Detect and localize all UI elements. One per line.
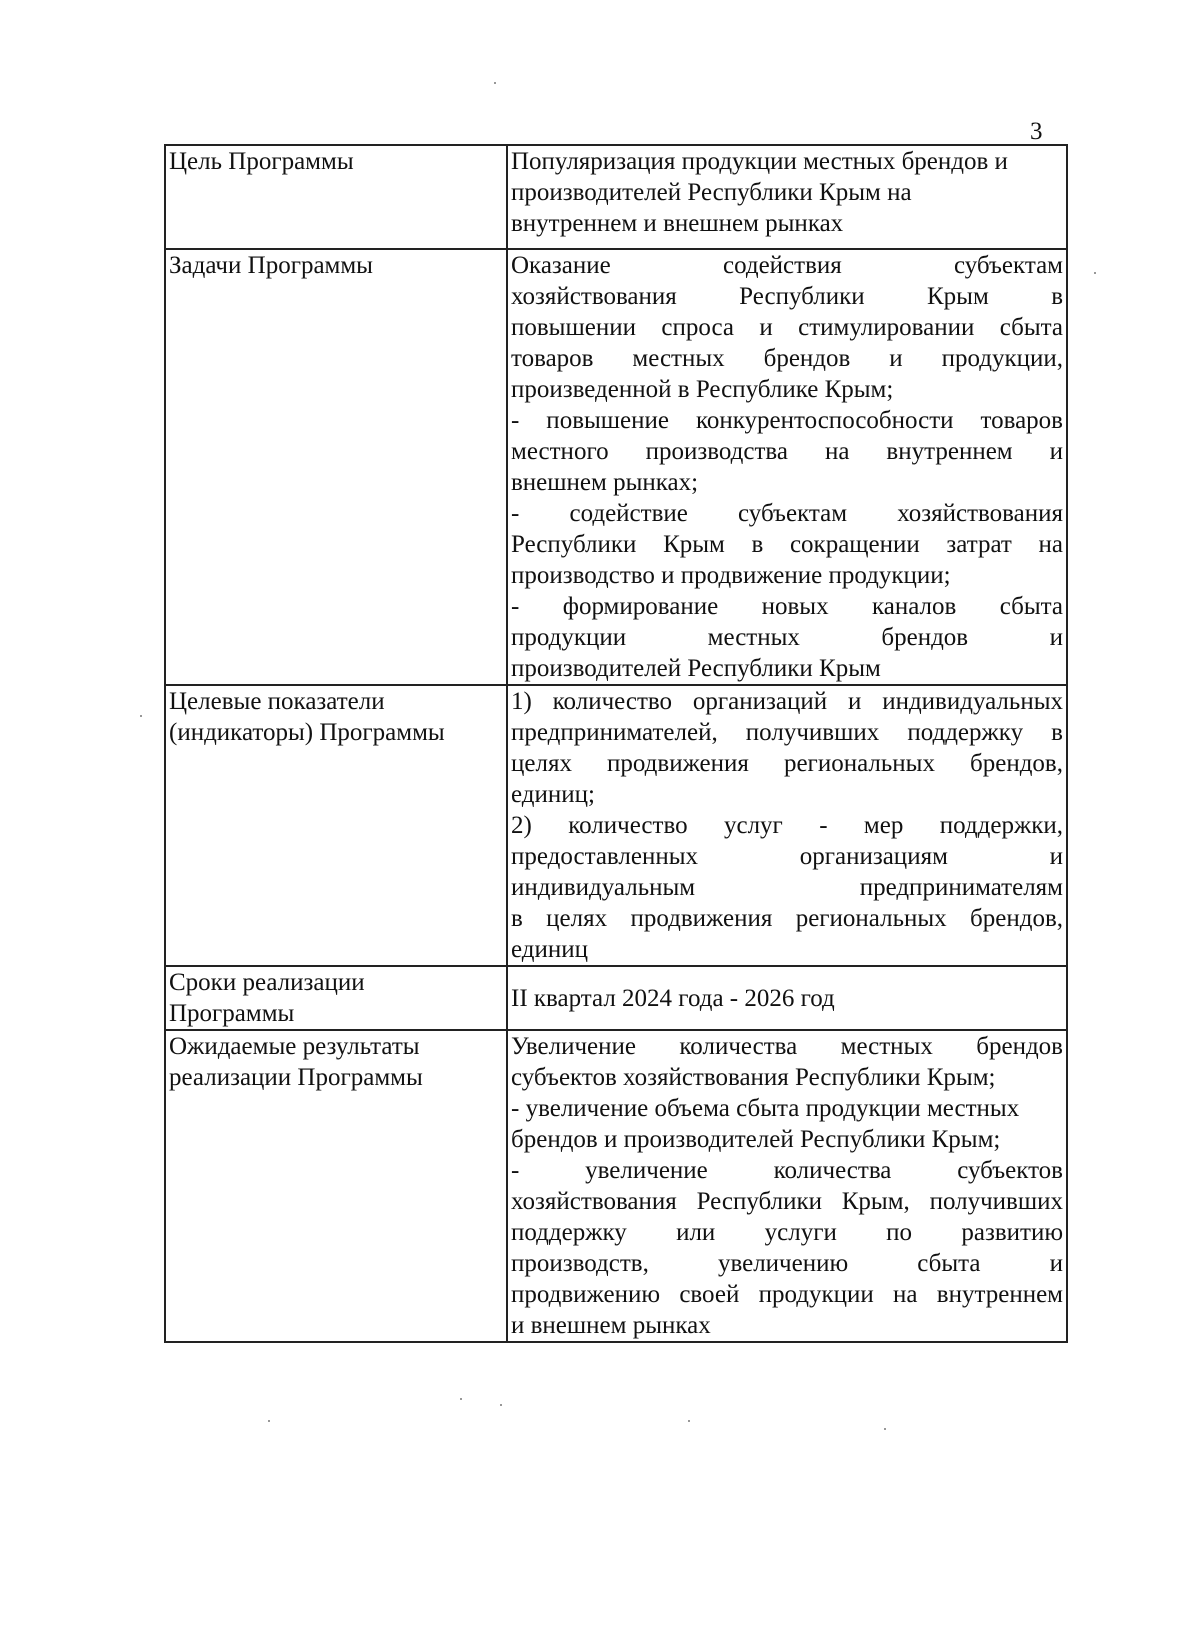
label-line: (индикаторы) Программы <box>169 719 445 746</box>
label-cell-tasks <box>165 249 507 685</box>
content-line: предоставленных организациям и <box>511 843 1063 870</box>
content-line: - формирование новых каналов сбыта <box>511 593 1063 620</box>
content-line: внутреннем и внешнем рынках <box>511 210 844 237</box>
label-cell-indicators <box>165 685 507 966</box>
label-line: Задачи Программы <box>169 252 373 279</box>
label-line: Сроки реализации <box>169 969 365 996</box>
scan-speck <box>884 1428 886 1430</box>
content-line: производителей Республики Крым <box>511 655 881 682</box>
content-line: внешнем рынках; <box>511 469 699 496</box>
content-line: Увеличение количества местных брендов <box>511 1033 1063 1060</box>
content-line: - содействие субъектам хозяйствования <box>511 500 1063 527</box>
content-line: товаров местных брендов и продукции, <box>511 345 1063 372</box>
content-line: предпринимателей, получивших поддержку в <box>511 719 1063 746</box>
label-cell-terms <box>165 966 507 1030</box>
label-line: Целевые показатели <box>169 688 385 715</box>
content-cell-results <box>507 1030 1067 1342</box>
content-line: брендов и производителей Республики Крым; <box>511 1126 1001 1153</box>
table-row-goal <box>165 145 1067 249</box>
content-line: местного производства на внутреннем и <box>511 438 1063 465</box>
content-line: субъектов хозяйствования Республики Крым; <box>511 1064 996 1091</box>
table-row-tasks <box>165 249 1067 685</box>
content-cell-terms <box>507 966 1067 1030</box>
content-line: в целях продвижения региональных брендов, <box>511 905 1063 932</box>
content-line: производств, увеличению сбыта и <box>511 1250 1063 1277</box>
scan-speck <box>688 1420 690 1422</box>
content-line: единиц <box>511 936 589 963</box>
content-cell-tasks <box>507 249 1067 685</box>
content-line: Оказание содействия субъектам <box>511 252 1063 279</box>
content-line: Республики Крым в сокращении затрат на <box>511 531 1063 558</box>
table-row-terms <box>165 966 1067 1030</box>
label-line: Программы <box>169 1000 295 1027</box>
scan-speck <box>140 715 142 717</box>
content-line: индивидуальным предпринимателям <box>511 874 1063 901</box>
content-line: произведенной в Республике Крым; <box>511 376 894 403</box>
content-line: повышении спроса и стимулировании сбыта <box>511 314 1063 341</box>
content-line: производителей Республики Крым на <box>511 179 912 206</box>
content-line: целях продвижения региональных брендов, <box>511 750 1063 777</box>
table-row-results <box>165 1030 1067 1342</box>
label-cell-results <box>165 1030 507 1342</box>
content-cell-indicators <box>507 685 1067 966</box>
content-cell-goal <box>507 145 1067 249</box>
scan-speck <box>268 1420 270 1422</box>
content-line: - увеличение объема сбыта продукции местных <box>511 1095 1020 1122</box>
label-line: реализации Программы <box>169 1064 423 1091</box>
scan-speck <box>500 1404 502 1406</box>
label-cell-goal <box>165 145 507 249</box>
page-number: 3 <box>1030 118 1043 145</box>
content-line: и внешнем рынках <box>511 1312 711 1339</box>
content-line: хозяйствования Республики Крым в <box>511 283 1063 310</box>
scan-speck <box>1094 272 1096 274</box>
scan-speck <box>494 82 496 84</box>
label-line: Ожидаемые результаты <box>169 1033 420 1060</box>
scan-speck <box>460 1398 462 1400</box>
content-line: 1) количество организаций и индивидуальных <box>511 688 1063 715</box>
content-line: продвижению своей продукции на внутреннем <box>511 1281 1063 1308</box>
table-row-indicators <box>165 685 1067 966</box>
content-line: хозяйствования Республики Крым, получивших <box>511 1188 1063 1215</box>
content-line: продукции местных брендов и <box>511 624 1063 651</box>
label-line: Цель Программы <box>169 148 354 175</box>
program-passport-table <box>164 144 1068 1343</box>
content-line: - увеличение количества субъектов <box>511 1157 1063 1184</box>
content-line: единиц; <box>511 781 595 808</box>
content-line: - повышение конкурентоспособности товаров <box>511 407 1063 434</box>
content-line: поддержку или услуги по развитию <box>511 1219 1063 1246</box>
content-line: 2) количество услуг - мер поддержки, <box>511 812 1063 839</box>
content-line: II квартал 2024 года - 2026 год <box>511 984 835 1012</box>
content-line: Популяризация продукции местных брендов и <box>511 148 1008 175</box>
content-line: производство и продвижение продукции; <box>511 562 951 589</box>
